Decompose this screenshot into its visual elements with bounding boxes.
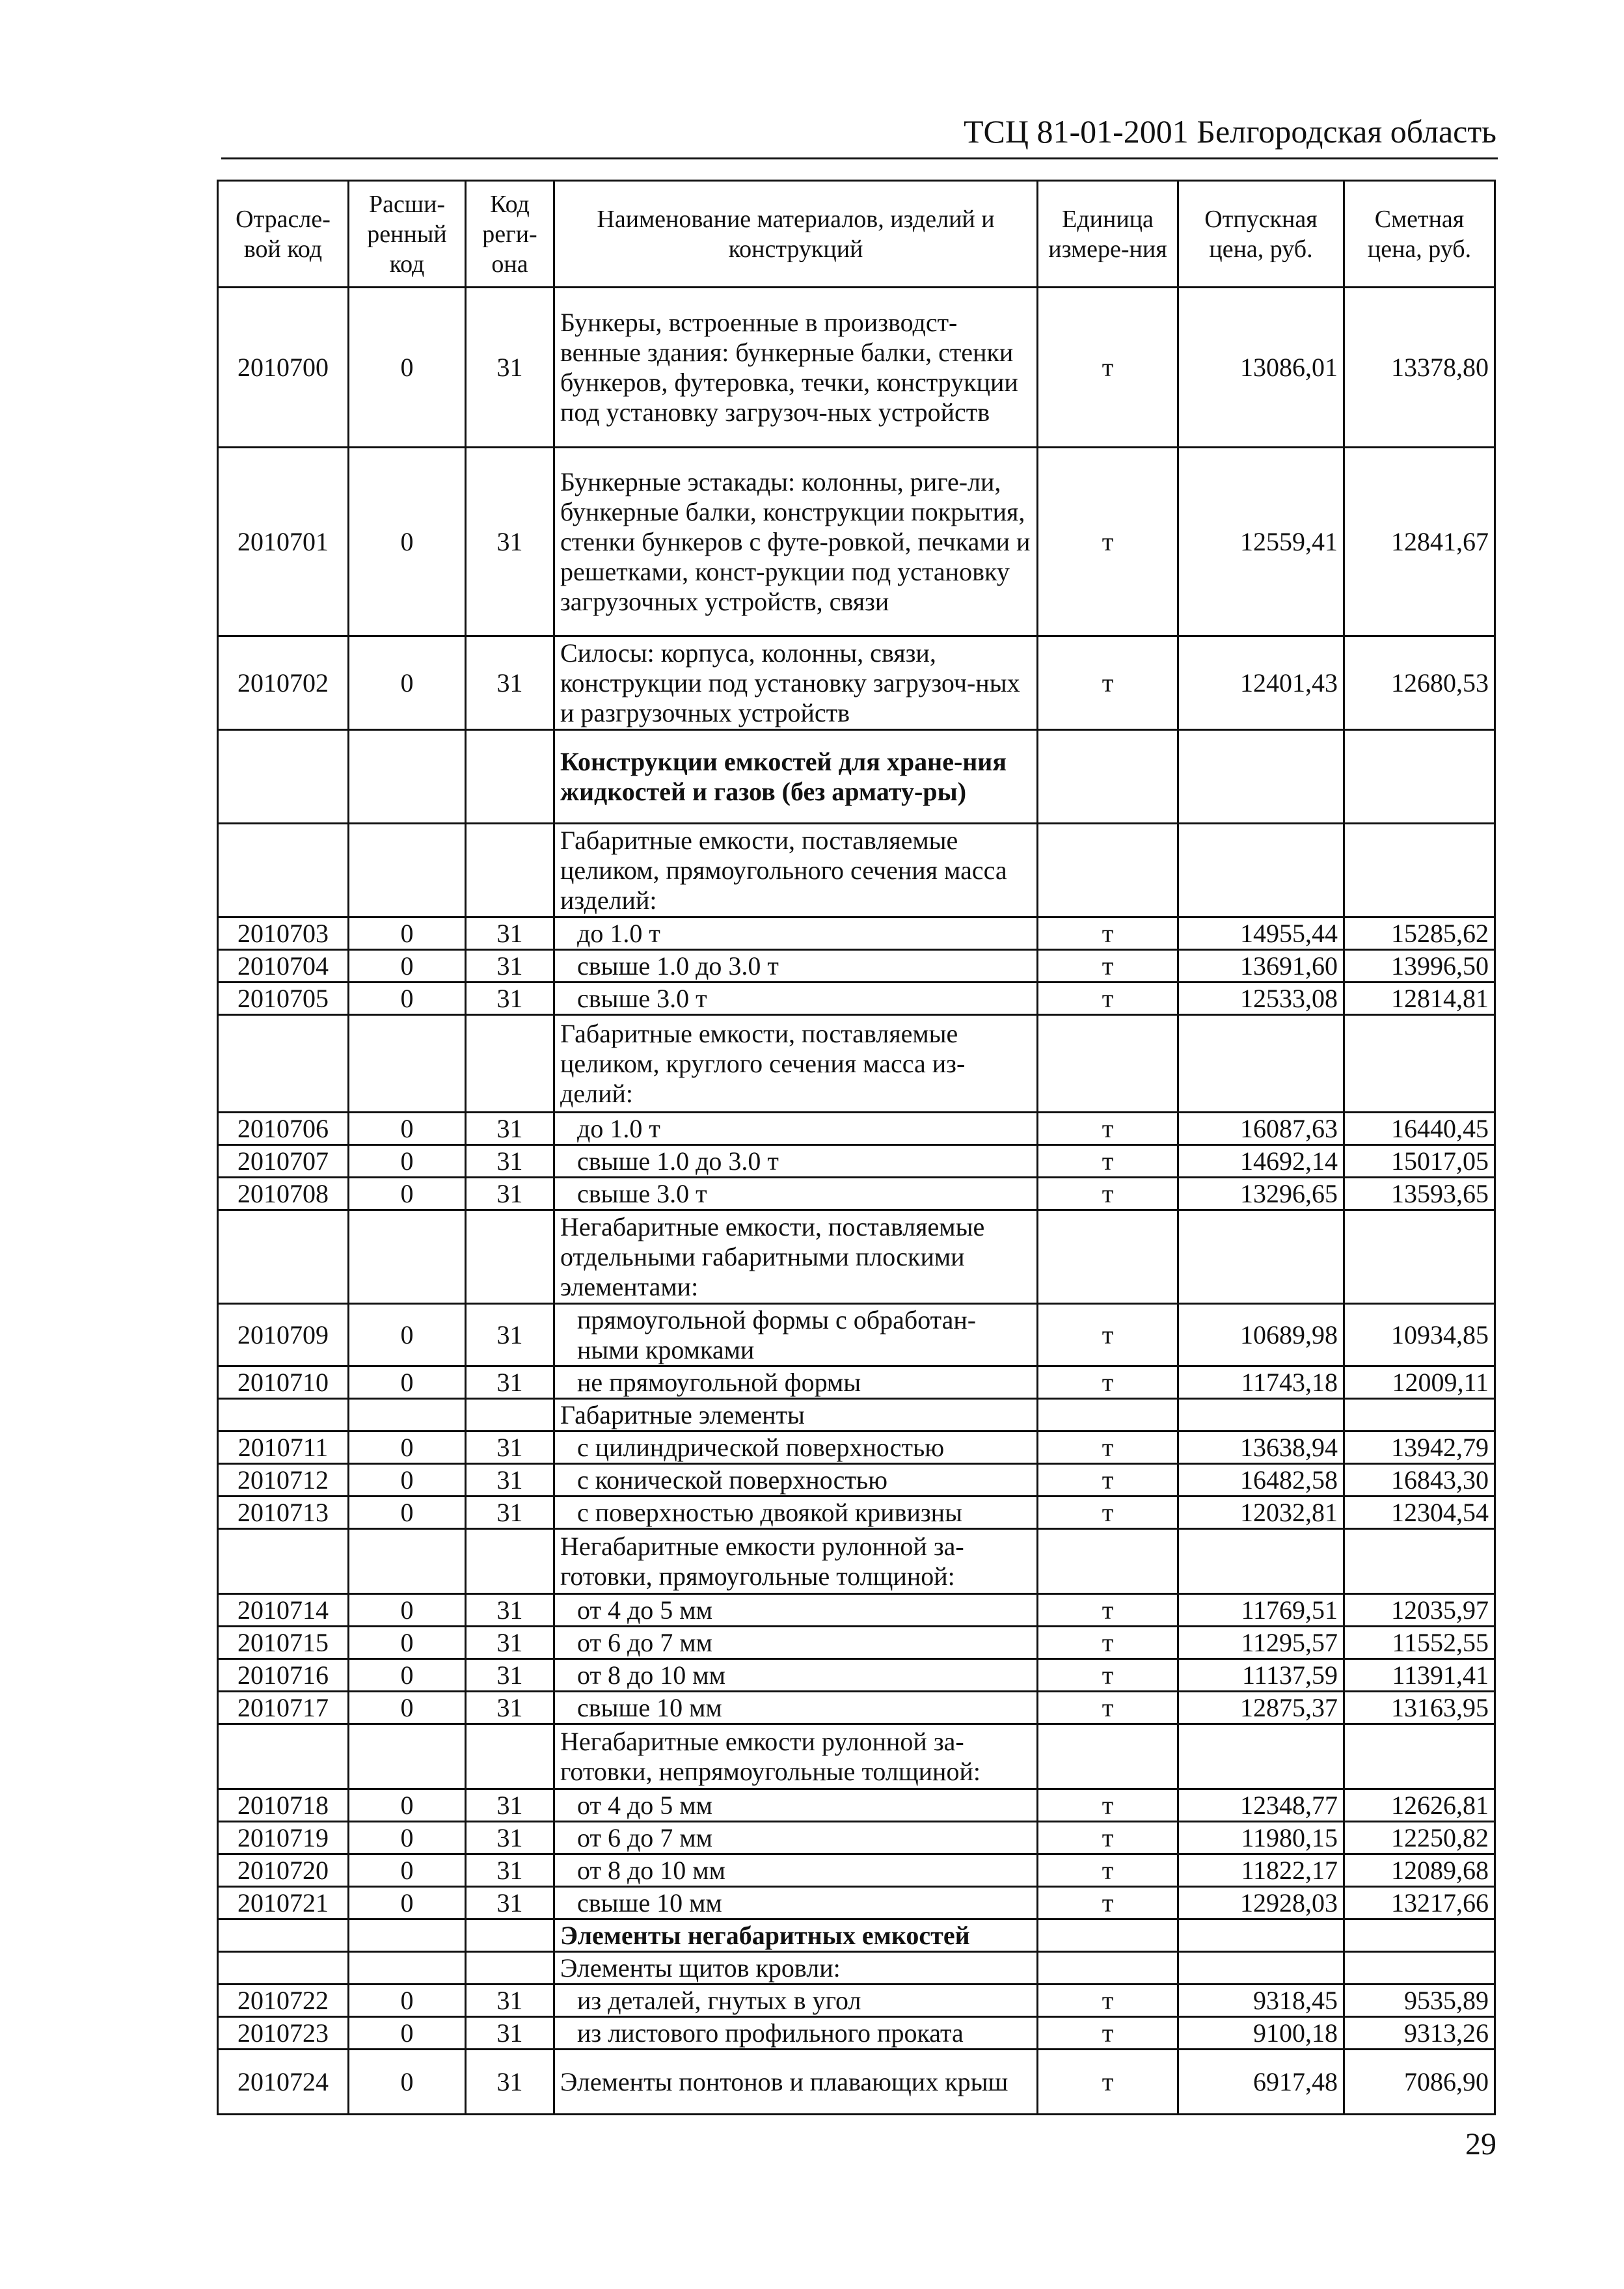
table-row: [218, 2017, 1495, 2050]
sector-code-cell: 2010708: [218, 1178, 349, 1210]
sector-code-cell: 2010718: [218, 1789, 349, 1822]
region-code-cell: 31: [466, 448, 554, 636]
material-name-cell: из деталей, гнутых в угол: [554, 1984, 1038, 2017]
sector-code-cell: 2010700: [218, 288, 349, 448]
unit-cell: т: [1038, 1178, 1178, 1210]
extended-code-cell: 0: [349, 448, 466, 636]
material-name-cell: от 8 до 10 мм: [554, 1854, 1038, 1887]
region-code-cell: 31: [466, 1887, 554, 1919]
sector-code-cell: 2010702: [218, 636, 349, 730]
unit-cell: т: [1038, 1464, 1178, 1497]
material-name-cell: до 1.0 т: [554, 1113, 1038, 1145]
region-code-cell: 31: [466, 982, 554, 1015]
table-row: [218, 982, 1495, 1015]
page-header: ТСЦ 81-01-2001 Белгородская область: [963, 113, 1496, 150]
column-header-unit: Единица измере-ния: [1038, 181, 1178, 288]
release-price-cell: 12928,03: [1178, 1887, 1344, 1919]
table-row: [218, 950, 1495, 982]
release-price-cell: 11743,18: [1178, 1366, 1344, 1399]
region-code-cell: 31: [466, 288, 554, 448]
extended-code-cell: [349, 1015, 466, 1113]
region-code-cell: 31: [466, 1692, 554, 1724]
extended-code-cell: 0: [349, 1145, 466, 1178]
table-row: [218, 1497, 1495, 1529]
release-price-cell: 12032,81: [1178, 1497, 1344, 1529]
material-name-cell: Габаритные элементы: [554, 1399, 1038, 1431]
estimate-price-cell: 13217,66: [1344, 1887, 1495, 1919]
estimate-price-cell: 12035,97: [1344, 1594, 1495, 1627]
release-price-cell: 11980,15: [1178, 1822, 1344, 1854]
extended-code-cell: [349, 730, 466, 824]
region-code-cell: 31: [466, 1659, 554, 1692]
extended-code-cell: 0: [349, 1887, 466, 1919]
region-code-cell: 31: [466, 917, 554, 950]
table-row: [218, 1431, 1495, 1464]
release-price-cell: 11137,59: [1178, 1659, 1344, 1692]
unit-cell: т: [1038, 1145, 1178, 1178]
estimate-price-cell: 12626,81: [1344, 1789, 1495, 1822]
release-price-cell: 16482,58: [1178, 1464, 1344, 1497]
extended-code-cell: 0: [349, 1984, 466, 2017]
estimate-price-cell: [1344, 824, 1495, 917]
unit-cell: т: [1038, 1887, 1178, 1919]
region-code-cell: 31: [466, 1431, 554, 1464]
material-name-cell: от 8 до 10 мм: [554, 1659, 1038, 1692]
sector-code-cell: [218, 1015, 349, 1113]
table-row: [218, 1984, 1495, 2017]
table-row: [218, 636, 1495, 730]
unit-cell: [1038, 1399, 1178, 1431]
sector-code-cell: 2010714: [218, 1594, 349, 1627]
unit-cell: т: [1038, 1627, 1178, 1659]
region-code-cell: 31: [466, 1304, 554, 1366]
unit-cell: [1038, 824, 1178, 917]
estimate-price-cell: 12841,67: [1344, 448, 1495, 636]
release-price-cell: [1178, 1399, 1344, 1431]
estimate-price-cell: [1344, 1399, 1495, 1431]
price-table: [217, 180, 1496, 2115]
estimate-price-cell: 16843,30: [1344, 1464, 1495, 1497]
extended-code-cell: 0: [349, 1659, 466, 1692]
sector-code-cell: 2010706: [218, 1113, 349, 1145]
extended-code-cell: [349, 1724, 466, 1789]
release-price-cell: 11769,51: [1178, 1594, 1344, 1627]
table-row: [218, 1015, 1495, 1113]
unit-cell: [1038, 1952, 1178, 1984]
material-name-cell: свыше 1.0 до 3.0 т: [554, 1145, 1038, 1178]
table-row: [218, 1887, 1495, 1919]
material-name-cell: свыше 10 мм: [554, 1692, 1038, 1724]
extended-code-cell: 0: [349, 2017, 466, 2050]
release-price-cell: 14692,14: [1178, 1145, 1344, 1178]
sector-code-cell: 2010707: [218, 1145, 349, 1178]
release-price-cell: [1178, 1724, 1344, 1789]
unit-cell: т: [1038, 950, 1178, 982]
extended-code-cell: [349, 1210, 466, 1304]
estimate-price-cell: 9313,26: [1344, 2017, 1495, 2050]
material-name-cell: Конструкции емкостей для хране-ния жидкостей и газов (без армату-ры): [554, 730, 1038, 824]
release-price-cell: [1178, 1210, 1344, 1304]
estimate-price-cell: 12089,68: [1344, 1854, 1495, 1887]
material-name-cell: с конической поверхностью: [554, 1464, 1038, 1497]
sector-code-cell: 2010723: [218, 2017, 349, 2050]
material-name-cell: от 6 до 7 мм: [554, 1627, 1038, 1659]
estimate-price-cell: [1344, 1952, 1495, 1984]
extended-code-cell: 0: [349, 1822, 466, 1854]
region-code-cell: 31: [466, 950, 554, 982]
sector-code-cell: 2010715: [218, 1627, 349, 1659]
release-price-cell: [1178, 1952, 1344, 1984]
table-row: [218, 1952, 1495, 1984]
estimate-price-cell: 9535,89: [1344, 1984, 1495, 2017]
table-row: [218, 1627, 1495, 1659]
table-row: [218, 1659, 1495, 1692]
table-row: [218, 1304, 1495, 1366]
estimate-price-cell: 12814,81: [1344, 982, 1495, 1015]
material-name-cell: Бункерные эстакады: колонны, риге-ли, бункерные балки, конструкции покрытия, стенки бункеров с футе-ровкой, печками и решетками, конст-рукции под установку загрузочных устройств, связи: [554, 448, 1038, 636]
estimate-price-cell: 16440,45: [1344, 1113, 1495, 1145]
column-header-sector-code: Отрасле-вой код: [218, 181, 349, 288]
release-price-cell: [1178, 824, 1344, 917]
extended-code-cell: [349, 1919, 466, 1952]
region-code-cell: [466, 1529, 554, 1594]
region-code-cell: 31: [466, 1464, 554, 1497]
table-row: [218, 1692, 1495, 1724]
unit-cell: т: [1038, 1822, 1178, 1854]
sector-code-cell: 2010712: [218, 1464, 349, 1497]
extended-code-cell: 0: [349, 1464, 466, 1497]
material-name-cell: от 4 до 5 мм: [554, 1594, 1038, 1627]
estimate-price-cell: 11391,41: [1344, 1659, 1495, 1692]
release-price-cell: [1178, 1919, 1344, 1952]
region-code-cell: [466, 1399, 554, 1431]
estimate-price-cell: 13378,80: [1344, 288, 1495, 448]
extended-code-cell: 0: [349, 1594, 466, 1627]
material-name-cell: Бункеры, встроенные в производст-венные здания: бункерные балки, стенки бункеров, футеровка, течки, конструкции под установку загрузоч-ных устройств: [554, 288, 1038, 448]
estimate-price-cell: [1344, 1919, 1495, 1952]
estimate-price-cell: 11552,55: [1344, 1627, 1495, 1659]
sector-code-cell: 2010703: [218, 917, 349, 950]
release-price-cell: 11295,57: [1178, 1627, 1344, 1659]
material-name-cell: Негабаритные емкости рулонной за-готовки, прямоугольные толщиной:: [554, 1529, 1038, 1594]
extended-code-cell: 0: [349, 2050, 466, 2115]
extended-code-cell: [349, 824, 466, 917]
sector-code-cell: 2010709: [218, 1304, 349, 1366]
region-code-cell: 31: [466, 1178, 554, 1210]
sector-code-cell: 2010713: [218, 1497, 349, 1529]
material-name-cell: свыше 3.0 т: [554, 1178, 1038, 1210]
sector-code-cell: [218, 1952, 349, 1984]
release-price-cell: 11822,17: [1178, 1854, 1344, 1887]
table-row: [218, 1822, 1495, 1854]
release-price-cell: [1178, 1015, 1344, 1113]
sector-code-cell: 2010720: [218, 1854, 349, 1887]
release-price-cell: 6917,48: [1178, 2050, 1344, 2115]
unit-cell: т: [1038, 1497, 1178, 1529]
material-name-cell: Негабаритные емкости рулонной за-готовки, непрямоугольные толщиной:: [554, 1724, 1038, 1789]
region-code-cell: 31: [466, 1627, 554, 1659]
sector-code-cell: 2010719: [218, 1822, 349, 1854]
sector-code-cell: [218, 1724, 349, 1789]
unit-cell: т: [1038, 1692, 1178, 1724]
unit-cell: т: [1038, 1431, 1178, 1464]
estimate-price-cell: [1344, 730, 1495, 824]
region-code-cell: 31: [466, 1822, 554, 1854]
table-row: [218, 824, 1495, 917]
material-name-cell: с цилиндрической поверхностью: [554, 1431, 1038, 1464]
column-header-extended-code: Расши-ренный код: [349, 181, 466, 288]
table-row: [218, 288, 1495, 448]
table-header-row: [218, 181, 1495, 288]
sector-code-cell: 2010721: [218, 1887, 349, 1919]
sector-code-cell: 2010704: [218, 950, 349, 982]
material-name-cell: из листового профильного проката: [554, 2017, 1038, 2050]
extended-code-cell: [349, 1529, 466, 1594]
estimate-price-cell: 12009,11: [1344, 1366, 1495, 1399]
extended-code-cell: 0: [349, 1854, 466, 1887]
material-name-cell: от 4 до 5 мм: [554, 1789, 1038, 1822]
table-row: [218, 1113, 1495, 1145]
table-row: [218, 1464, 1495, 1497]
table-row: [218, 1594, 1495, 1627]
region-code-cell: 31: [466, 2017, 554, 2050]
region-code-cell: 31: [466, 1366, 554, 1399]
table-row: [218, 1399, 1495, 1431]
estimate-price-cell: 13163,95: [1344, 1692, 1495, 1724]
release-price-cell: 9100,18: [1178, 2017, 1344, 2050]
table-row: [218, 1366, 1495, 1399]
extended-code-cell: 0: [349, 1497, 466, 1529]
extended-code-cell: 0: [349, 1366, 466, 1399]
release-price-cell: [1178, 730, 1344, 824]
release-price-cell: 16087,63: [1178, 1113, 1344, 1145]
sector-code-cell: [218, 824, 349, 917]
extended-code-cell: [349, 1952, 466, 1984]
region-code-cell: 31: [466, 636, 554, 730]
material-name-cell: до 1.0 т: [554, 917, 1038, 950]
sector-code-cell: 2010711: [218, 1431, 349, 1464]
table-row: [218, 1145, 1495, 1178]
extended-code-cell: 0: [349, 1431, 466, 1464]
sector-code-cell: [218, 1529, 349, 1594]
table-row: [218, 1210, 1495, 1304]
table-body: [218, 288, 1495, 2115]
estimate-price-cell: [1344, 1210, 1495, 1304]
release-price-cell: 13638,94: [1178, 1431, 1344, 1464]
column-header-estimate-price: Сметная цена, руб.: [1344, 181, 1495, 288]
extended-code-cell: 0: [349, 636, 466, 730]
material-name-cell: Элементы негабаритных емкостей: [554, 1919, 1038, 1952]
region-code-cell: [466, 1952, 554, 1984]
unit-cell: т: [1038, 1304, 1178, 1366]
region-code-cell: [466, 1919, 554, 1952]
column-header-release-price: Отпускная цена, руб.: [1178, 181, 1344, 288]
unit-cell: т: [1038, 636, 1178, 730]
sector-code-cell: 2010716: [218, 1659, 349, 1692]
unit-cell: т: [1038, 1366, 1178, 1399]
table-row: [218, 448, 1495, 636]
region-code-cell: 31: [466, 1789, 554, 1822]
estimate-price-cell: 12680,53: [1344, 636, 1495, 730]
estimate-price-cell: [1344, 1724, 1495, 1789]
estimate-price-cell: 12250,82: [1344, 1822, 1495, 1854]
release-price-cell: 13296,65: [1178, 1178, 1344, 1210]
unit-cell: т: [1038, 2050, 1178, 2115]
estimate-price-cell: 13593,65: [1344, 1178, 1495, 1210]
table-row: [218, 730, 1495, 824]
unit-cell: [1038, 1529, 1178, 1594]
unit-cell: [1038, 730, 1178, 824]
estimate-price-cell: 15017,05: [1344, 1145, 1495, 1178]
region-code-cell: 31: [466, 1145, 554, 1178]
sector-code-cell: 2010701: [218, 448, 349, 636]
unit-cell: т: [1038, 1789, 1178, 1822]
unit-cell: [1038, 1210, 1178, 1304]
extended-code-cell: 0: [349, 288, 466, 448]
column-header-name: Наименование материалов, изделий и конструкций: [554, 181, 1038, 288]
material-name-cell: свыше 1.0 до 3.0 т: [554, 950, 1038, 982]
release-price-cell: [1178, 1529, 1344, 1594]
estimate-price-cell: 15285,62: [1344, 917, 1495, 950]
extended-code-cell: [349, 1399, 466, 1431]
extended-code-cell: 0: [349, 1178, 466, 1210]
region-code-cell: [466, 1015, 554, 1113]
material-name-cell: Элементы щитов кровли:: [554, 1952, 1038, 1984]
region-code-cell: 31: [466, 1113, 554, 1145]
release-price-cell: 12559,41: [1178, 448, 1344, 636]
estimate-price-cell: 10934,85: [1344, 1304, 1495, 1366]
sector-code-cell: [218, 1399, 349, 1431]
page-number: 29: [1465, 2127, 1496, 2161]
unit-cell: т: [1038, 1113, 1178, 1145]
header-divider: [221, 157, 1498, 159]
extended-code-cell: 0: [349, 1692, 466, 1724]
region-code-cell: 31: [466, 1497, 554, 1529]
sector-code-cell: [218, 730, 349, 824]
unit-cell: т: [1038, 448, 1178, 636]
unit-cell: т: [1038, 1659, 1178, 1692]
sector-code-cell: 2010722: [218, 1984, 349, 2017]
material-name-cell: Силосы: корпуса, колонны, связи, конструкции под установку загрузоч-ных и разгрузочных устройств: [554, 636, 1038, 730]
release-price-cell: 14955,44: [1178, 917, 1344, 950]
sector-code-cell: 2010705: [218, 982, 349, 1015]
table-row: [218, 2050, 1495, 2115]
unit-cell: т: [1038, 1594, 1178, 1627]
unit-cell: т: [1038, 917, 1178, 950]
release-price-cell: 12348,77: [1178, 1789, 1344, 1822]
estimate-price-cell: 13942,79: [1344, 1431, 1495, 1464]
extended-code-cell: 0: [349, 1789, 466, 1822]
sector-code-cell: 2010724: [218, 2050, 349, 2115]
release-price-cell: 10689,98: [1178, 1304, 1344, 1366]
sector-code-cell: [218, 1919, 349, 1952]
region-code-cell: [466, 824, 554, 917]
material-name-cell: не прямоугольной формы: [554, 1366, 1038, 1399]
unit-cell: т: [1038, 1854, 1178, 1887]
table-row: [218, 1724, 1495, 1789]
table-row: [218, 1529, 1495, 1594]
release-price-cell: 9318,45: [1178, 1984, 1344, 2017]
estimate-price-cell: 7086,90: [1344, 2050, 1495, 2115]
extended-code-cell: 0: [349, 1113, 466, 1145]
material-name-cell: Негабаритные емкости, поставляемые отдельными габаритными плоскими элементами:: [554, 1210, 1038, 1304]
table-row: [218, 1789, 1495, 1822]
estimate-price-cell: 12304,54: [1344, 1497, 1495, 1529]
release-price-cell: 13086,01: [1178, 288, 1344, 448]
material-name-cell: от 6 до 7 мм: [554, 1822, 1038, 1854]
region-code-cell: [466, 1724, 554, 1789]
extended-code-cell: 0: [349, 1627, 466, 1659]
region-code-cell: 31: [466, 1594, 554, 1627]
sector-code-cell: 2010717: [218, 1692, 349, 1724]
region-code-cell: 31: [466, 1854, 554, 1887]
unit-cell: т: [1038, 2017, 1178, 2050]
material-name-cell: Габаритные емкости, поставляемые целиком, прямоугольного сечения масса изделий:: [554, 824, 1038, 917]
material-name-cell: свыше 3.0 т: [554, 982, 1038, 1015]
release-price-cell: 12875,37: [1178, 1692, 1344, 1724]
unit-cell: т: [1038, 288, 1178, 448]
material-name-cell: Габаритные емкости, поставляемые целиком, круглого сечения масса из-делий:: [554, 1015, 1038, 1113]
extended-code-cell: 0: [349, 950, 466, 982]
table-row: [218, 1854, 1495, 1887]
material-name-cell: свыше 10 мм: [554, 1887, 1038, 1919]
unit-cell: т: [1038, 1984, 1178, 2017]
material-name-cell: с поверхностью двоякой кривизны: [554, 1497, 1038, 1529]
estimate-price-cell: [1344, 1015, 1495, 1113]
release-price-cell: 12401,43: [1178, 636, 1344, 730]
unit-cell: [1038, 1015, 1178, 1113]
unit-cell: т: [1038, 982, 1178, 1015]
release-price-cell: 12533,08: [1178, 982, 1344, 1015]
region-code-cell: [466, 730, 554, 824]
unit-cell: [1038, 1724, 1178, 1789]
table-row: [218, 1919, 1495, 1952]
sector-code-cell: [218, 1210, 349, 1304]
table-row: [218, 917, 1495, 950]
release-price-cell: 13691,60: [1178, 950, 1344, 982]
region-code-cell: 31: [466, 1984, 554, 2017]
unit-cell: [1038, 1919, 1178, 1952]
sector-code-cell: 2010710: [218, 1366, 349, 1399]
table-row: [218, 1178, 1495, 1210]
extended-code-cell: 0: [349, 982, 466, 1015]
region-code-cell: 31: [466, 2050, 554, 2115]
column-header-region-code: Код реги-она: [466, 181, 554, 288]
material-name-cell: прямоугольной формы с обработан-ными кромками: [554, 1304, 1038, 1366]
estimate-price-cell: 13996,50: [1344, 950, 1495, 982]
extended-code-cell: 0: [349, 917, 466, 950]
region-code-cell: [466, 1210, 554, 1304]
material-name-cell: Элементы понтонов и плавающих крыш: [554, 2050, 1038, 2115]
extended-code-cell: 0: [349, 1304, 466, 1366]
estimate-price-cell: [1344, 1529, 1495, 1594]
